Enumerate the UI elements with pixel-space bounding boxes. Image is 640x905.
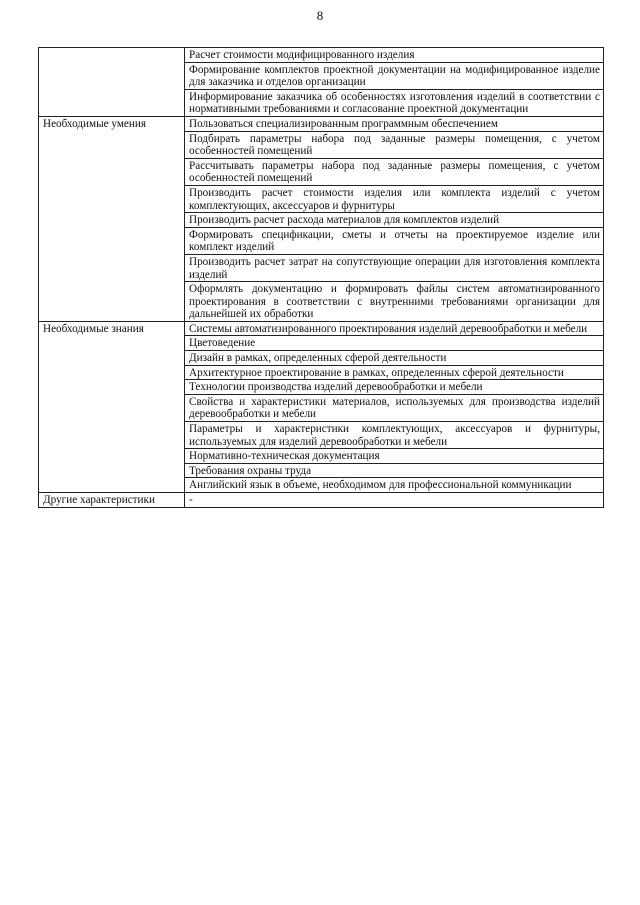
requirements-table [38, 47, 604, 508]
section-label [39, 48, 185, 117]
requirement-item: Архитектурное проектирование в рамках, определенных сферой деятельности [185, 365, 604, 380]
requirement-item: Формирование комплектов проектной документации на модифицированное изделие для заказчика и отделов организации [185, 62, 604, 89]
requirement-item: Системы автоматизированного проектирования изделий деревообработки и мебели [185, 321, 604, 336]
requirement-item: Производить расчет стоимости изделия или комплекта изделий с учетом комплектующих, аксессуаров и фурнитуры [185, 185, 604, 212]
requirement-item: Дизайн в рамках, определенных сферой деятельности [185, 351, 604, 366]
requirement-item: Формировать спецификации, сметы и отчеты на проектируемое изделие или комплект изделий [185, 227, 604, 254]
page-number: 8 [316, 8, 324, 23]
requirement-item: Параметры и характеристики комплектующих, аксессуаров и фурнитуры, используемых для изделий деревообработки и мебели [185, 422, 604, 449]
requirement-item: Расчет стоимости модифицированного изделия [185, 48, 604, 63]
requirement-item: Производить расчет затрат на сопутствующие операции для изготовления комплекта изделий [185, 254, 604, 281]
section-label: Необходимые умения [39, 116, 185, 321]
requirement-item: Информирование заказчика об особенностях изготовления изделий в соответствии с нормативными требованиями и согласование проектной документации [185, 89, 604, 116]
table-row [39, 321, 604, 336]
table-row [39, 116, 604, 131]
requirement-item: Нормативно-техническая документация [185, 449, 604, 464]
requirement-item: - [185, 493, 604, 508]
section-label: Необходимые знания [39, 321, 185, 492]
section-label: Другие характеристики [39, 493, 185, 508]
table-row [39, 493, 604, 508]
table-row [39, 48, 604, 63]
requirement-item: Требования охраны труда [185, 463, 604, 478]
requirement-item: Оформлять документацию и формировать файлы систем автоматизированного проектирования в соответствии с внутренними требованиями организации для дальнейшей их обработки [185, 282, 604, 322]
requirement-item: Свойства и характеристики материалов, используемых для производства изделий деревообработки и мебели [185, 394, 604, 421]
requirement-item: Производить расчет расхода материалов для комплектов изделий [185, 213, 604, 228]
requirement-item: Цветоведение [185, 336, 604, 351]
requirement-item: Пользоваться специализированным программным обеспечением [185, 116, 604, 131]
requirement-item: Рассчитывать параметры набора под заданные размеры помещения, с учетом особенностей помещений [185, 158, 604, 185]
requirements-table-body [39, 48, 604, 508]
requirement-item: Технологии производства изделий деревообработки и мебели [185, 380, 604, 395]
requirement-item: Английский язык в объеме, необходимом для профессиональной коммуникации [185, 478, 604, 493]
requirement-item: Подбирать параметры набора под заданные размеры помещения, с учетом особенностей помещений [185, 131, 604, 158]
